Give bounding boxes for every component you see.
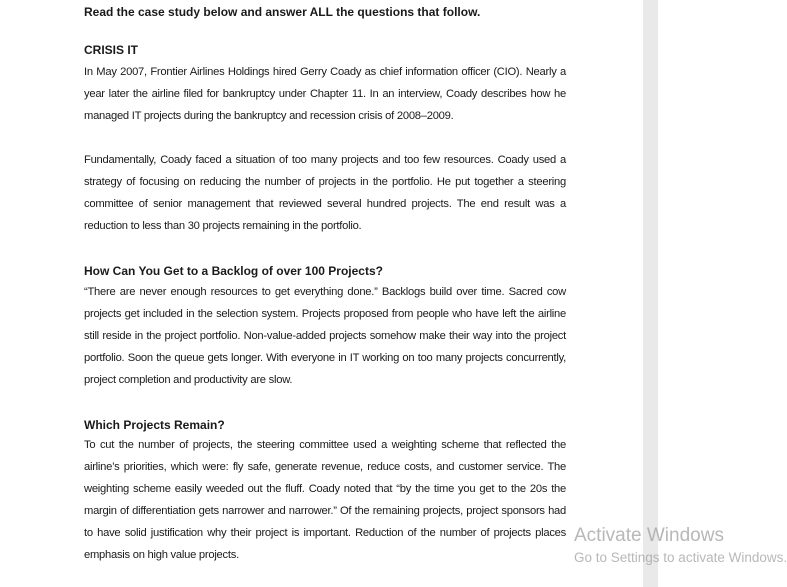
section-heading-backlog: How Can You Get to a Backlog of over 100 Projects? xyxy=(84,264,383,278)
page-gutter xyxy=(643,0,658,587)
paragraph-backlog: “There are never enough resources to get everything done.” Backlogs build over time. Sacred cow projects get included in the selection system. Projects proposed from people who have left the airline still reside in the project portfolio. Non-value-added projects somehow make their way into the project portfolio. Soon the queue gets longer. With everyone in IT working on too many projects concurrently, project completion and productivity are slow. xyxy=(84,286,566,386)
instruction-text: Read the case study below and answer ALL the questions that follow. xyxy=(84,5,481,19)
paragraph-intro: In May 2007, Frontier Airlines Holdings hired Gerry Coady as chief information officer (CIO). Nearly a year later the airline filed for bankruptcy under Chapter 11. In an interview, Coady describes how he managed IT projects during the bankruptcy and recession crisis of 2008–2009. xyxy=(84,66,566,122)
case-title: CRISIS IT xyxy=(84,43,139,57)
activation-watermark xyxy=(574,525,787,567)
paragraph-strategy: Fundamentally, Coady faced a situation of too many projects and too few resources. Coady used a strategy of focusing on reducing the number of projects in the portfolio. He put together a steering committee of senior management that reviewed several hundred projects. The end result was a reduction to less than 30 projects remaining in the portfolio. xyxy=(84,154,566,232)
paragraph-remaining: To cut the number of projects, the steering committee used a weighting scheme that reflected the airline’s priorities, which were: fly safe, generate revenue, reduce costs, and customer service. The weighting scheme easily weeded out the fluff. Coady noted that “by the time you get to the 20s the margin of differentiation gets narrower and narrower.” Of the remaining projects, project sponsors had to have solid justification why their project is important. Reduction of the number of projects places emphasis on high value projects. xyxy=(84,439,566,561)
watermark-subtitle: Go to Settings to activate Windows. xyxy=(574,550,787,565)
watermark-title: Activate Windows xyxy=(574,525,724,546)
section-heading-remaining: Which Projects Remain? xyxy=(84,418,225,432)
